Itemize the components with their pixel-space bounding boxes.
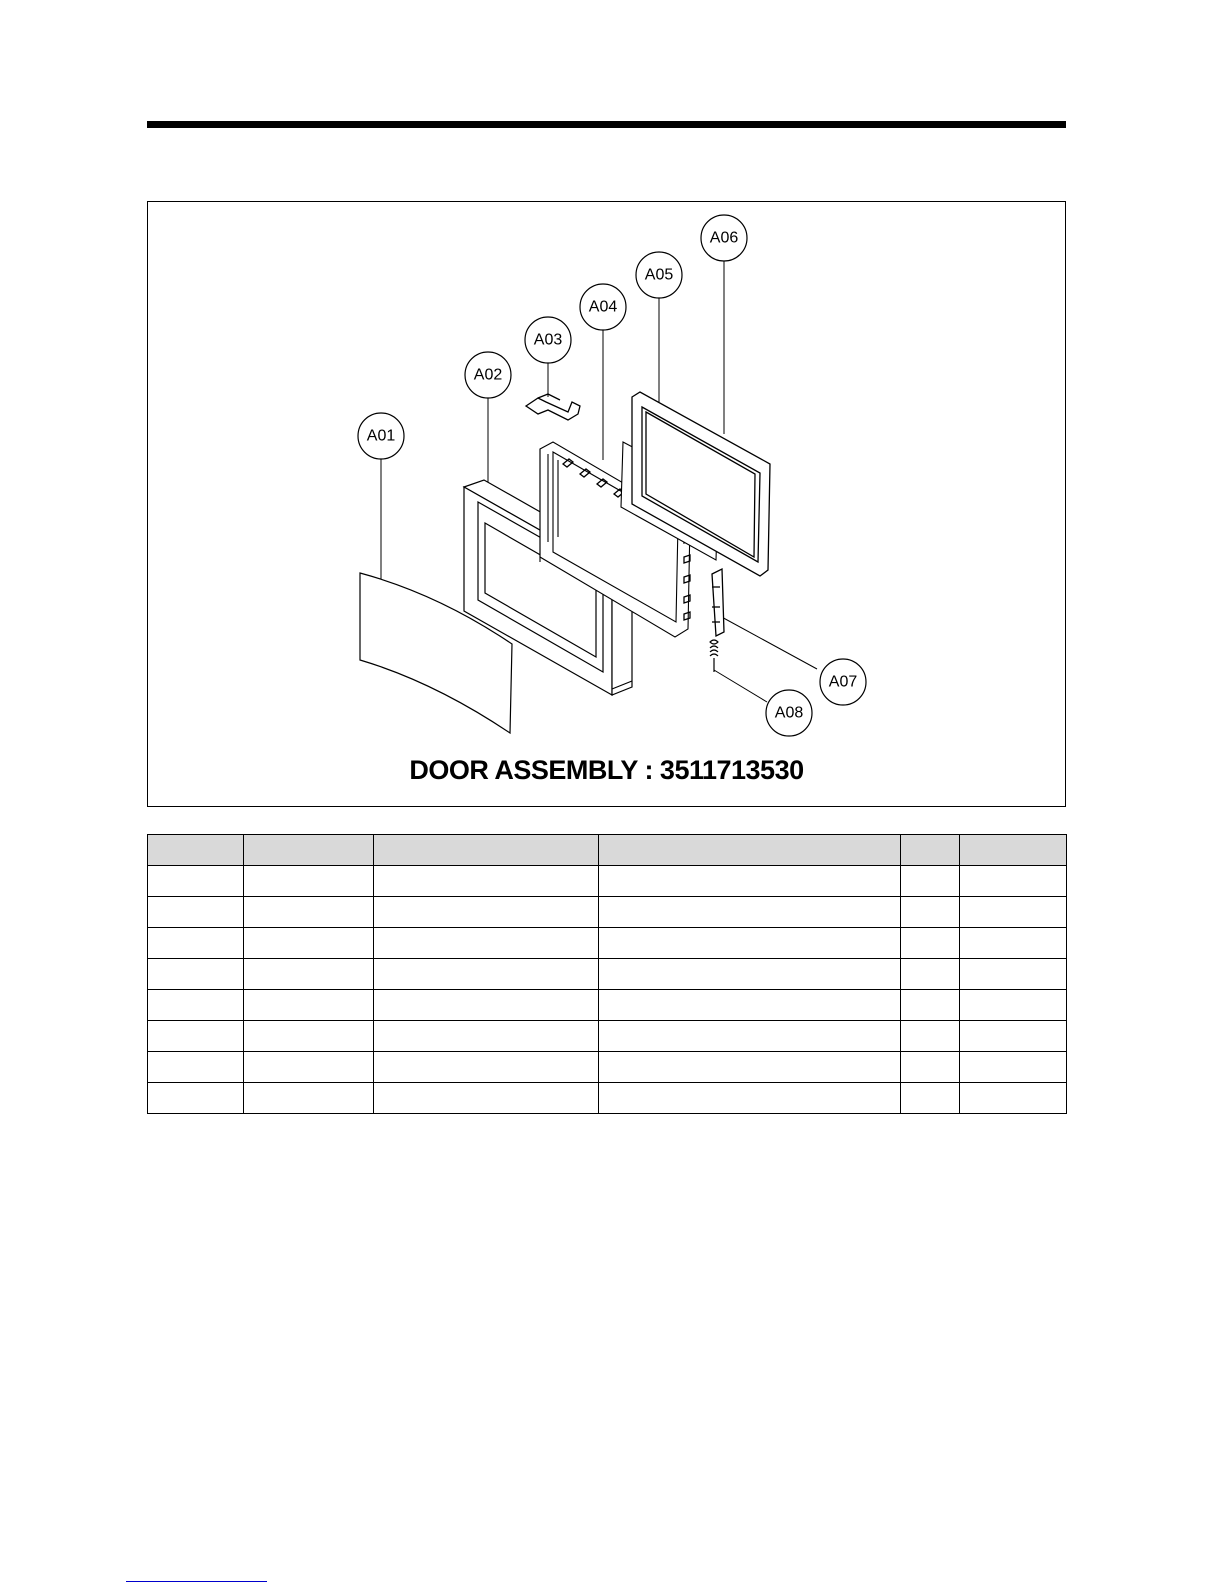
table-cell xyxy=(901,928,960,959)
table-cell xyxy=(374,990,599,1021)
table-cell xyxy=(901,959,960,990)
latch-part xyxy=(712,569,724,636)
page-header-rule xyxy=(147,121,1066,128)
table-cell xyxy=(244,928,374,959)
table-cell xyxy=(599,1021,901,1052)
table-cell xyxy=(960,990,1067,1021)
table-cell xyxy=(148,1021,244,1052)
table-cell xyxy=(901,990,960,1021)
table-cell xyxy=(148,928,244,959)
header-cell xyxy=(244,835,374,866)
header-cell xyxy=(960,835,1067,866)
table-cell xyxy=(960,866,1067,897)
table-cell xyxy=(374,1052,599,1083)
table-cell xyxy=(244,866,374,897)
table-cell xyxy=(244,1083,374,1114)
table-cell xyxy=(960,1021,1067,1052)
callout-label-a02: A02 xyxy=(473,366,503,384)
table-cell xyxy=(599,866,901,897)
table-cell xyxy=(244,897,374,928)
table-cell xyxy=(599,990,901,1021)
table-cell xyxy=(148,959,244,990)
header-cell xyxy=(599,835,901,866)
table-cell xyxy=(244,1052,374,1083)
callout-label-a07: A07 xyxy=(828,673,858,691)
header-cell xyxy=(374,835,599,866)
spring-part xyxy=(710,640,718,672)
table-cell xyxy=(374,928,599,959)
table-cell xyxy=(374,866,599,897)
callout-label-a01: A01 xyxy=(366,427,396,445)
table-cell xyxy=(901,1021,960,1052)
table-cell xyxy=(599,959,901,990)
footer-link-rule xyxy=(126,1581,267,1582)
table-cell xyxy=(148,866,244,897)
header-cell xyxy=(148,835,244,866)
callout-label-a05: A05 xyxy=(644,266,674,284)
assembly-title: DOOR ASSEMBLY : 3511713530 xyxy=(409,755,804,785)
leader-a07 xyxy=(718,615,817,669)
table-cell xyxy=(374,959,599,990)
table-cell xyxy=(244,990,374,1021)
table-cell xyxy=(901,1083,960,1114)
table-cell xyxy=(901,866,960,897)
table-row xyxy=(148,866,1067,897)
table-cell xyxy=(244,1021,374,1052)
table-cell xyxy=(148,1052,244,1083)
table-cell xyxy=(148,897,244,928)
table-row xyxy=(148,928,1067,959)
table-row xyxy=(148,1052,1067,1083)
table-cell xyxy=(960,1052,1067,1083)
parts-table-header-row xyxy=(148,835,1067,866)
table-cell xyxy=(599,1052,901,1083)
table-row xyxy=(148,959,1067,990)
table-cell xyxy=(960,897,1067,928)
door-assembly-drawing xyxy=(148,202,1065,806)
callout-label-a06: A06 xyxy=(709,229,739,247)
callout-label-a08: A08 xyxy=(774,704,804,722)
callout-label-a03: A03 xyxy=(533,331,563,349)
callout-label-a04: A04 xyxy=(588,298,618,316)
table-cell xyxy=(960,959,1067,990)
table-row xyxy=(148,897,1067,928)
table-cell xyxy=(244,959,374,990)
table-cell xyxy=(148,1083,244,1114)
table-cell xyxy=(599,1083,901,1114)
table-cell xyxy=(374,1083,599,1114)
table-row xyxy=(148,1083,1067,1114)
table-cell xyxy=(374,1021,599,1052)
table-cell xyxy=(374,897,599,928)
table-cell xyxy=(901,1052,960,1083)
header-cell xyxy=(901,835,960,866)
table-cell xyxy=(901,897,960,928)
bracket-part xyxy=(526,394,580,420)
table-cell xyxy=(148,990,244,1021)
table-row xyxy=(148,990,1067,1021)
table-cell xyxy=(599,928,901,959)
exploded-diagram xyxy=(147,201,1066,807)
table-row xyxy=(148,1021,1067,1052)
leader-a08 xyxy=(714,670,767,702)
table-cell xyxy=(960,928,1067,959)
table-cell xyxy=(960,1083,1067,1114)
parts-table xyxy=(147,834,1067,1114)
table-cell xyxy=(599,897,901,928)
